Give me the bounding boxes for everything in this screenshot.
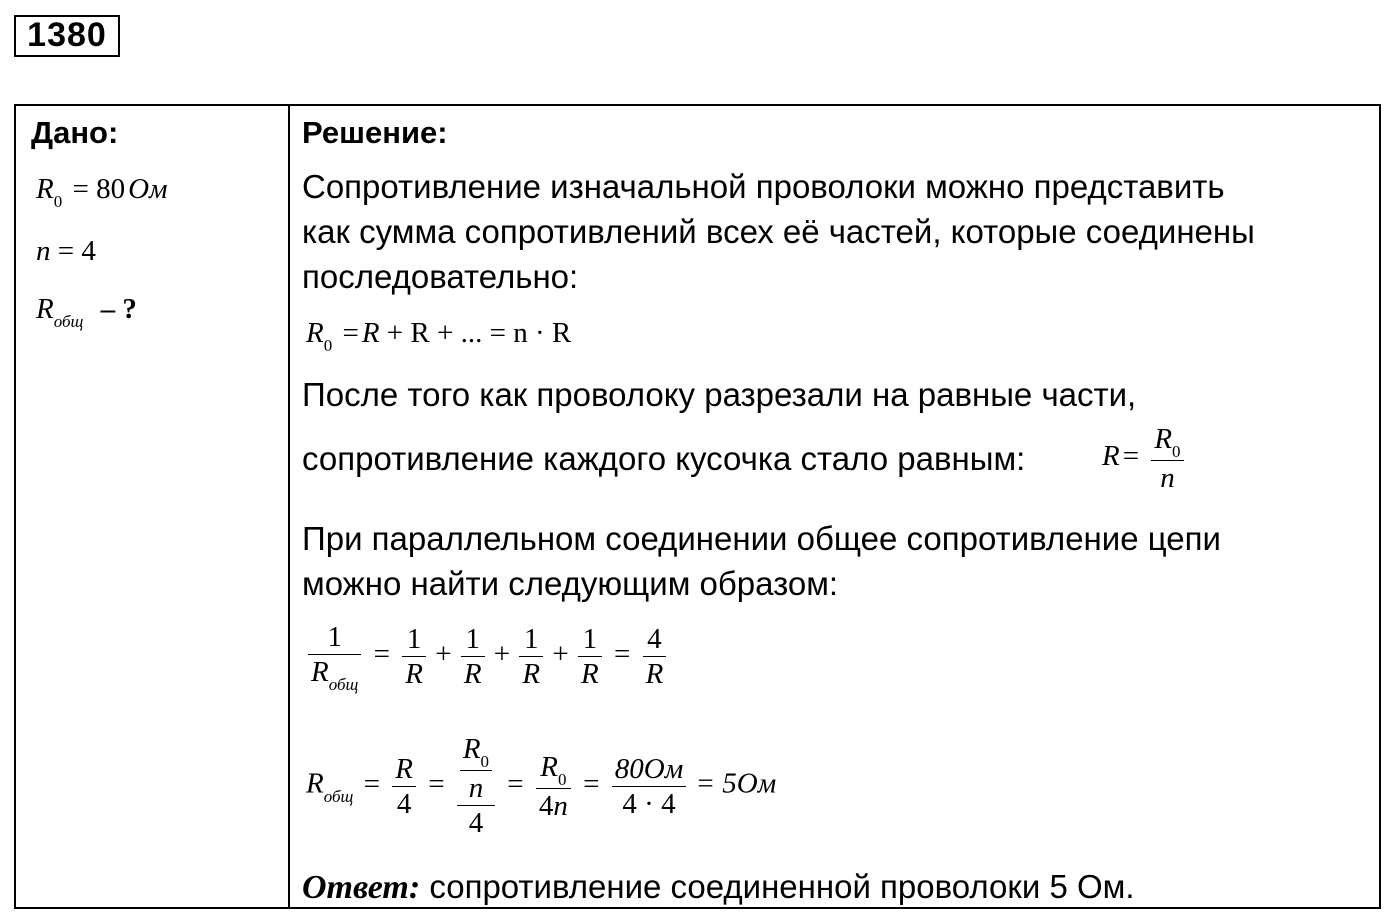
text-line-2: как сумма сопротивлений всех её частей, которые соединены bbox=[302, 213, 1255, 250]
problem-number: 1380 bbox=[14, 15, 120, 57]
text-line-4: После того как проволоку разрезали на равные части, bbox=[302, 376, 1137, 413]
text-line-6: При параллельном соединении общее сопротивление цепи bbox=[302, 520, 1221, 557]
given-heading: Дано: bbox=[31, 115, 119, 150]
text-line-3: последовательно: bbox=[302, 258, 579, 295]
answer-line: Ответ: сопротивление соединенной проволоки 5 Ом. bbox=[302, 868, 1135, 906]
result-formula: $R_{общ}$ = $\frac{R}{4}$ = $\frac{\frac{R_0}{n}}{4}$ = $\frac{R_0}{4n}$ = $\frac{80Ом}{4 \cdot 4}$ = 5Ом bbox=[306, 733, 777, 839]
text-line-5: сопротивление каждого кусочка стало равным: bbox=[302, 440, 1026, 477]
series-formula: $R_0 = R + R$ + ... = n · R bbox=[306, 317, 572, 355]
given-unknown: $R_{общ}$ – ? bbox=[36, 293, 137, 331]
text-line-1: Сопротивление изначальной проволоки можно представить bbox=[302, 168, 1225, 205]
given-r0: $R_0 = 80$ Ом bbox=[36, 173, 168, 211]
solution-heading: Решение: bbox=[302, 115, 448, 150]
parallel-formula: $\frac{1}{R_{общ}}$ = $\frac{1}{R}$ + $\frac{1}{R}$ + $\frac{1}{R}$ + $\frac{1}{R}$ = $\frac{4}{R}$ bbox=[306, 620, 668, 693]
column-divider bbox=[288, 106, 290, 907]
given-n: n = 4 bbox=[36, 235, 96, 267]
text-line-7: можно найти следующим образом: bbox=[302, 565, 839, 602]
fraction: $\frac{R_0}{n}$ bbox=[1151, 422, 1183, 495]
piece-formula: R = $\frac{R_0}{n}$ bbox=[1102, 422, 1186, 495]
solution-table bbox=[14, 104, 1381, 909]
